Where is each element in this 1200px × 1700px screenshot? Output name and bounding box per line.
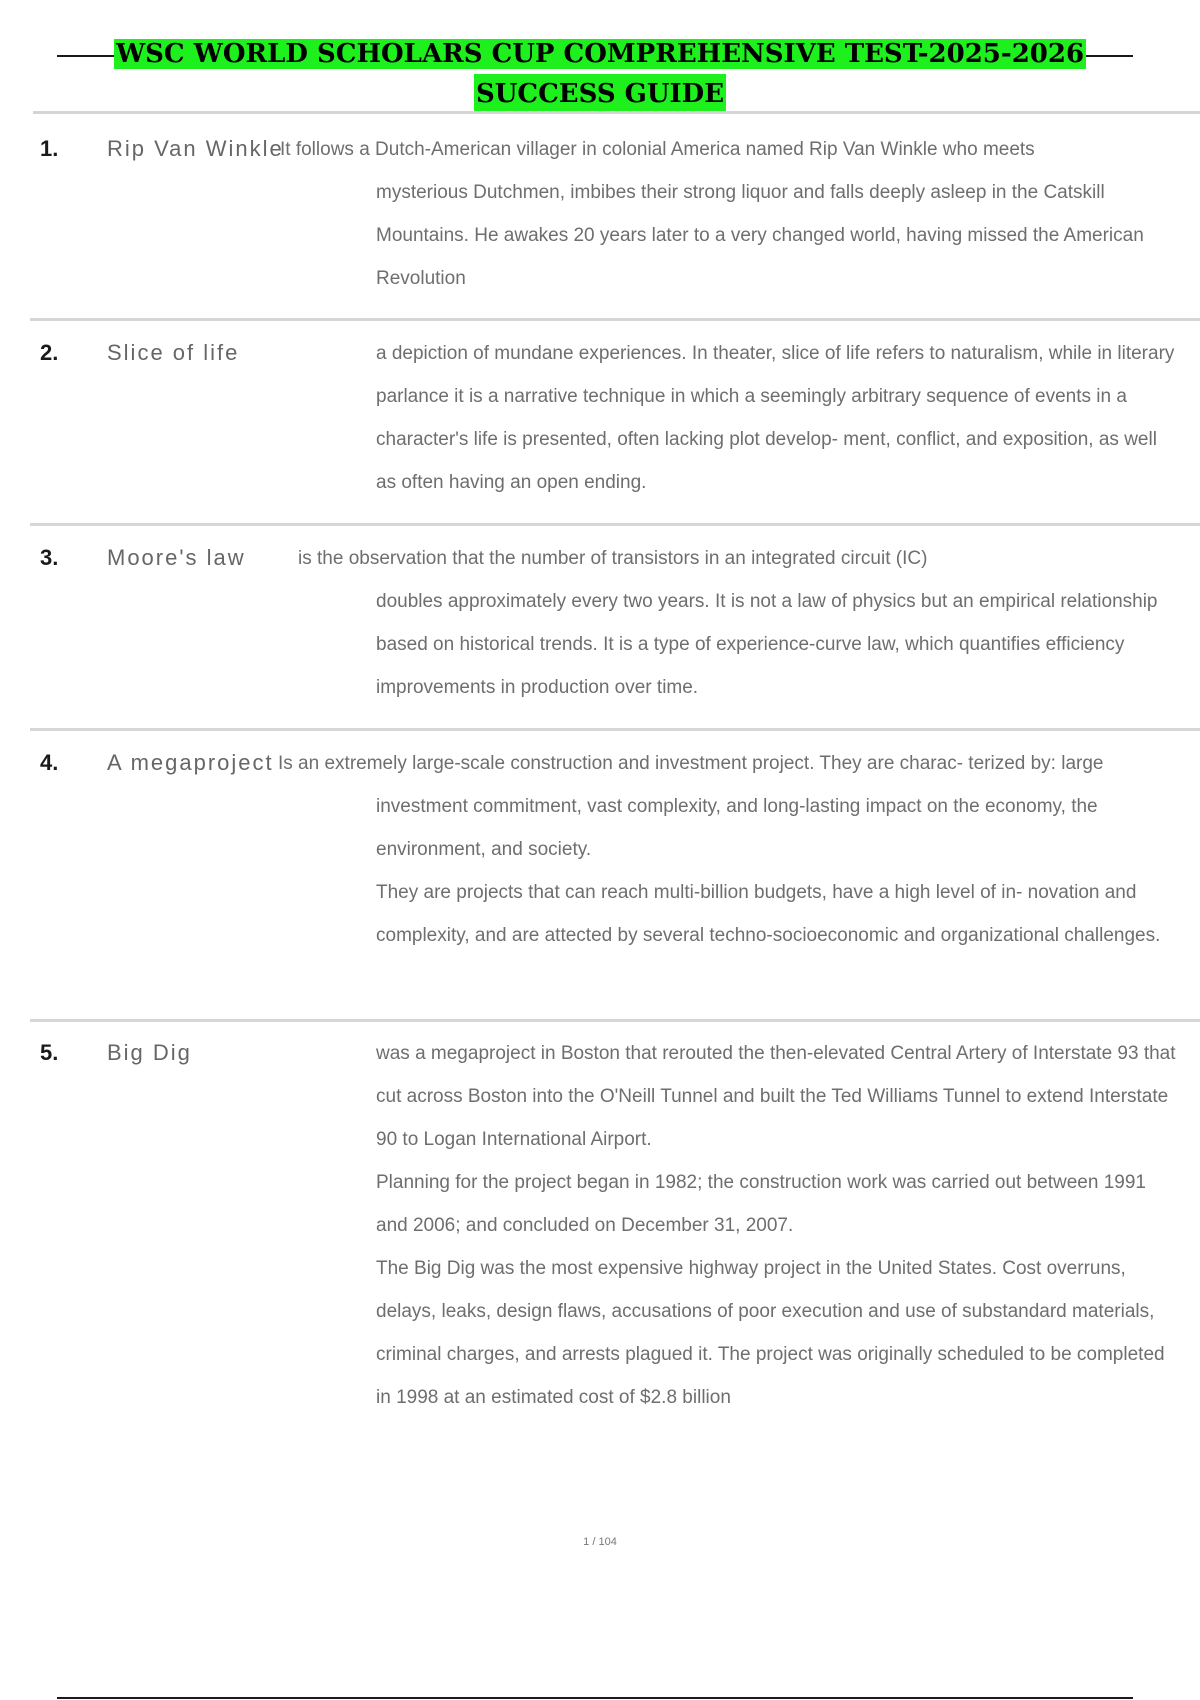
entry-term: Moore's law	[107, 545, 246, 570]
definition-paragraph: doubles approximately every two years. It is not a law of physics but an empirical relationship based on historical trends. It is a type of experience-curve law, which quantifies efficiency improvements in production over time.	[376, 591, 1158, 698]
entry-definition	[376, 1032, 1181, 1419]
entry-number: 3.	[40, 545, 59, 570]
definition-paragraph: was a megaproject in Boston that rerouted the then-elevated Central Artery of Interstate 93 that cut across Boston into the O'Neill Tunnel and built the Ted Williams Tunnel to extend Interstate 90 to Logan International Airport.	[376, 1043, 1176, 1150]
entry-term: Rip Van Winkle	[107, 136, 284, 161]
entry-divider	[30, 1019, 1200, 1022]
entry-definition	[376, 580, 1181, 709]
entry-number: 5.	[40, 1040, 59, 1065]
title-line-1: WSC WORLD SCHOLARS CUP COMPREHENSIVE TEST-2025-2026	[115, 39, 1085, 69]
entry-term: Big Dig	[107, 1040, 192, 1065]
entry-term: Slice of life	[107, 340, 240, 365]
entry-lead: Is an extremely large-scale construction and investment project. They are charac- terized by: large	[278, 753, 1104, 774]
entry-lead: It follows a Dutch-American villager in colonial America named Rip Van Winkle who meets	[280, 139, 1035, 160]
definition-paragraph: a depiction of mundane experiences. In theater, slice of life refers to naturalism, while in literary parlance it is a narrative technique in which a seemingly arbitrary sequence of events in a character's life is presented, often lacking plot develop- ment, conflict, and exposition, as well as often having an open ending.	[376, 343, 1175, 493]
entry-number: 1.	[40, 136, 59, 161]
entry-definition	[376, 785, 1181, 957]
definition-paragraph: Planning for the project began in 1982; the construction work was carried out between 1991 and 2006; and concluded on December 31, 2007.	[376, 1172, 1146, 1236]
entry-definition	[376, 332, 1181, 504]
definition-paragraph: They are projects that can reach multi-billion budgets, have a high level of in- novation and complexity, and are attected by several techno-socioeconomic and organizational challenges.	[376, 882, 1161, 946]
definition-paragraph: mysterious Dutchmen, imbibes their strong liquor and falls deeply asleep in the Catskill Mountains. He awakes 20 years later to a very changed world, having missed the American Revolution	[376, 182, 1144, 289]
entry-number: 2.	[40, 340, 59, 365]
entry-term: A megaproject	[107, 750, 274, 775]
title-divider	[33, 111, 1200, 114]
entry-divider	[30, 523, 1200, 526]
entry-lead: is the observation that the number of transistors in an integrated circuit (IC)	[298, 548, 928, 569]
entry-divider	[30, 728, 1200, 731]
page-indicator: 1 / 104	[583, 1536, 617, 1548]
footer-rule	[57, 1697, 1133, 1699]
entry-number: 4.	[40, 750, 59, 775]
definition-paragraph: investment commitment, vast complexity, and long-lasting impact on the economy, the environment, and society.	[376, 796, 1098, 860]
entry-definition	[376, 171, 1181, 300]
document-title	[0, 34, 1200, 114]
title-line-2: SUCCESS GUIDE	[474, 74, 726, 114]
entry-divider	[30, 318, 1200, 321]
definition-paragraph: The Big Dig was the most expensive highway project in the United States. Cost overruns, delays, leaks, design flaws, accusations of poor execution and use of substandard materials, criminal charges, and arrests plagued it. The project was originally scheduled to be completed in 1998 at an estimated cost of $2.8 billion	[376, 1258, 1165, 1408]
